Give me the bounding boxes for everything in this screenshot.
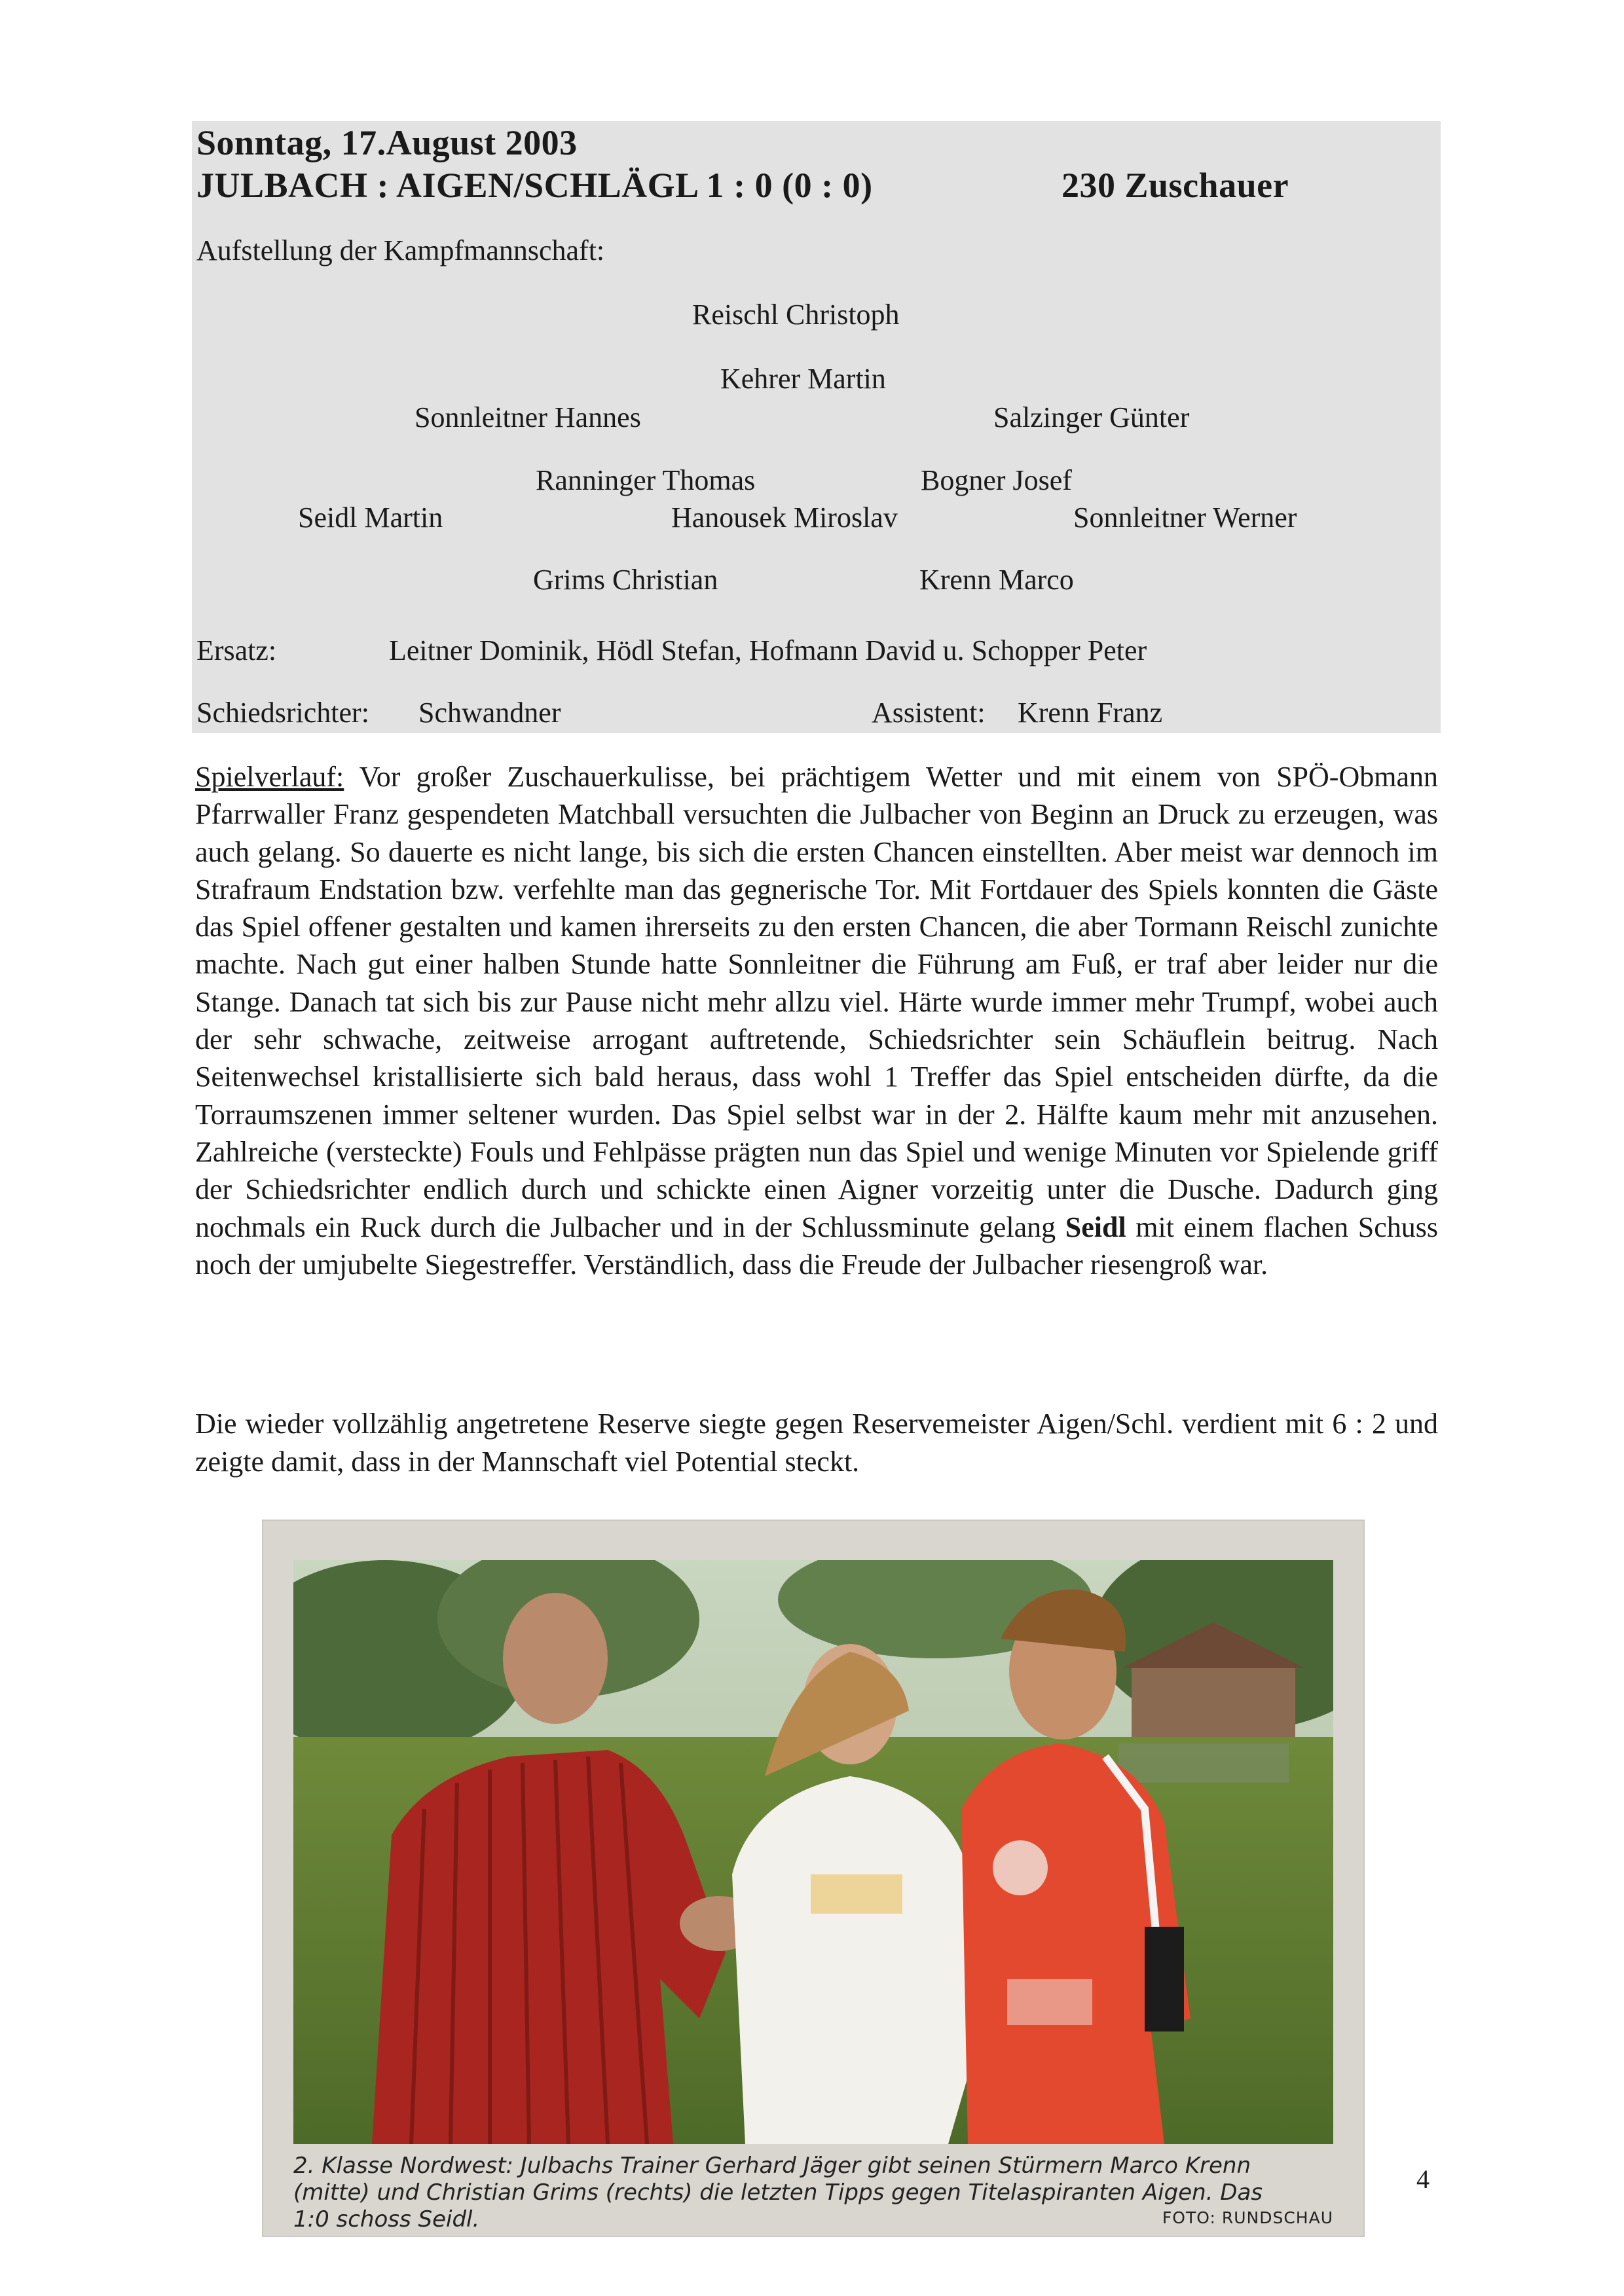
caption-line-3: 1:0 schoss Seidl.	[293, 2206, 480, 2232]
report-scorer-name: Seidl	[1065, 1211, 1126, 1243]
match-date: Sonntag, 17.August 2003	[196, 123, 578, 162]
substitutes-label: Ersatz:	[196, 634, 277, 666]
player-forward-right: Krenn Marco	[919, 564, 1074, 596]
player-mid-left: Ranninger Thomas	[536, 464, 756, 496]
player-wing-right: Sonnleitner Werner	[1073, 501, 1297, 534]
report-text-part2: mit einem flachen Schuss noch der umjubelte Siegestreffer. Verständlich, dass die Freude der Julbacher riesengroß war.	[195, 1211, 1438, 1281]
match-report	[195, 758, 1438, 1283]
caption-line-1: 2. Klasse Nordwest: Julbachs Trainer Gerhard Jäger gibt seinen Stürmern Marco Krenn	[293, 2153, 1251, 2179]
assistant-label: Assistent:	[872, 697, 986, 729]
spectator-count: 230 Zuschauer	[1061, 166, 1289, 205]
assistant-name: Krenn Franz	[1018, 697, 1163, 729]
page-number: 4	[1416, 2164, 1430, 2194]
lineup-label: Aufstellung der Kampfmannschaft:	[196, 234, 605, 266]
player-forward-left: Grims Christian	[533, 564, 718, 596]
match-result: JULBACH : AIGEN/SCHLÄGL 1 : 0 (0 : 0)	[196, 166, 873, 205]
player-mid-right: Bogner Josef	[921, 464, 1072, 496]
player-defender-left: Sonnleitner Hannes	[415, 401, 641, 433]
soccer-photo-image	[293, 1560, 1333, 2144]
reserve-report: Die wieder vollzählig angetretene Reserve siegte gegen Reservemeister Aigen/Schl. verdient mit 6 : 2 und zeigte damit, dass in der Mannschaft viel Potential steckt.	[195, 1408, 1438, 1478]
player-libero: Kehrer Martin	[720, 363, 886, 395]
player-wing-left: Seidl Martin	[298, 501, 443, 534]
referee-name: Schwandner	[418, 697, 561, 729]
caption-line-2: (mitte) und Christian Grims (rechts) die letzten Tipps gegen Titelaspiranten Aigen. Das	[293, 2179, 1263, 2206]
substitutes-names: Leitner Dominik, Hödl Stefan, Hofmann David u. Schopper Peter	[389, 634, 1147, 666]
player-defender-right: Salzinger Günter	[993, 401, 1190, 433]
player-goalkeeper: Reischl Christoph	[692, 299, 900, 331]
referee-label: Schiedsrichter:	[196, 697, 369, 729]
report-heading: Spielverlauf:	[195, 761, 344, 793]
report-text-part1: Vor großer Zuschauerkulisse, bei prächtigem Wetter und mit einem von SPÖ-Obmann Pfarrwaller Franz gespendeten Matchball versuchten die Julbacher von Beginn an Druck zu erzeugen, was auch gelang. So dauerte es nicht lange, bis sich die ersten Chancen einstellten. Aber meist war dennoch im Strafraum Endstation bzw. verfehlte man das gegnerische Tor. Mit Fortdauer des Spiels konnten die Gäste das Spiel offener gestalten und kamen ihrerseits zu den ersten Chancen, die aber Tormann Reischl zunichte machte. Nach gut einer halben Stunde hatte Sonnleitner die Führung am Fuß, er traf aber leider nur die Stange. Danach tat sich bis zur Pause nicht mehr allzu viel. Härte wurde immer mehr Trumpf, wobei auch der sehr schwache, zeitweise arrogant auftretende, Schiedsrichter sein Schäuflein beitrug. Nach Seitenwechsel kristallisierte sich bald heraus, dass wohl 1 Treffer das Spiel entscheiden dürfte, da die Torraumszenen immer seltener wurden. Das Spiel selbst war in der 2. Hälfte kaum mehr mit anzusehen. Zahlreiche (versteckte) Fouls und Fehlpässe prägten nun das Spiel und wenige Minuten vor Spielende griff der Schiedsrichter endlich durch und schickte einen Aigner vorzeitig unter die Dusche. Dadurch ging nochmals ein Ruck durch die Julbacher und in der Schlussminute gelang	[195, 761, 1438, 1243]
player-mid-center: Hanousek Miroslav	[671, 501, 898, 534]
newspaper-clipping	[263, 1521, 1363, 2236]
photo-credit: FOTO: RUNDSCHAU	[1162, 2208, 1333, 2227]
